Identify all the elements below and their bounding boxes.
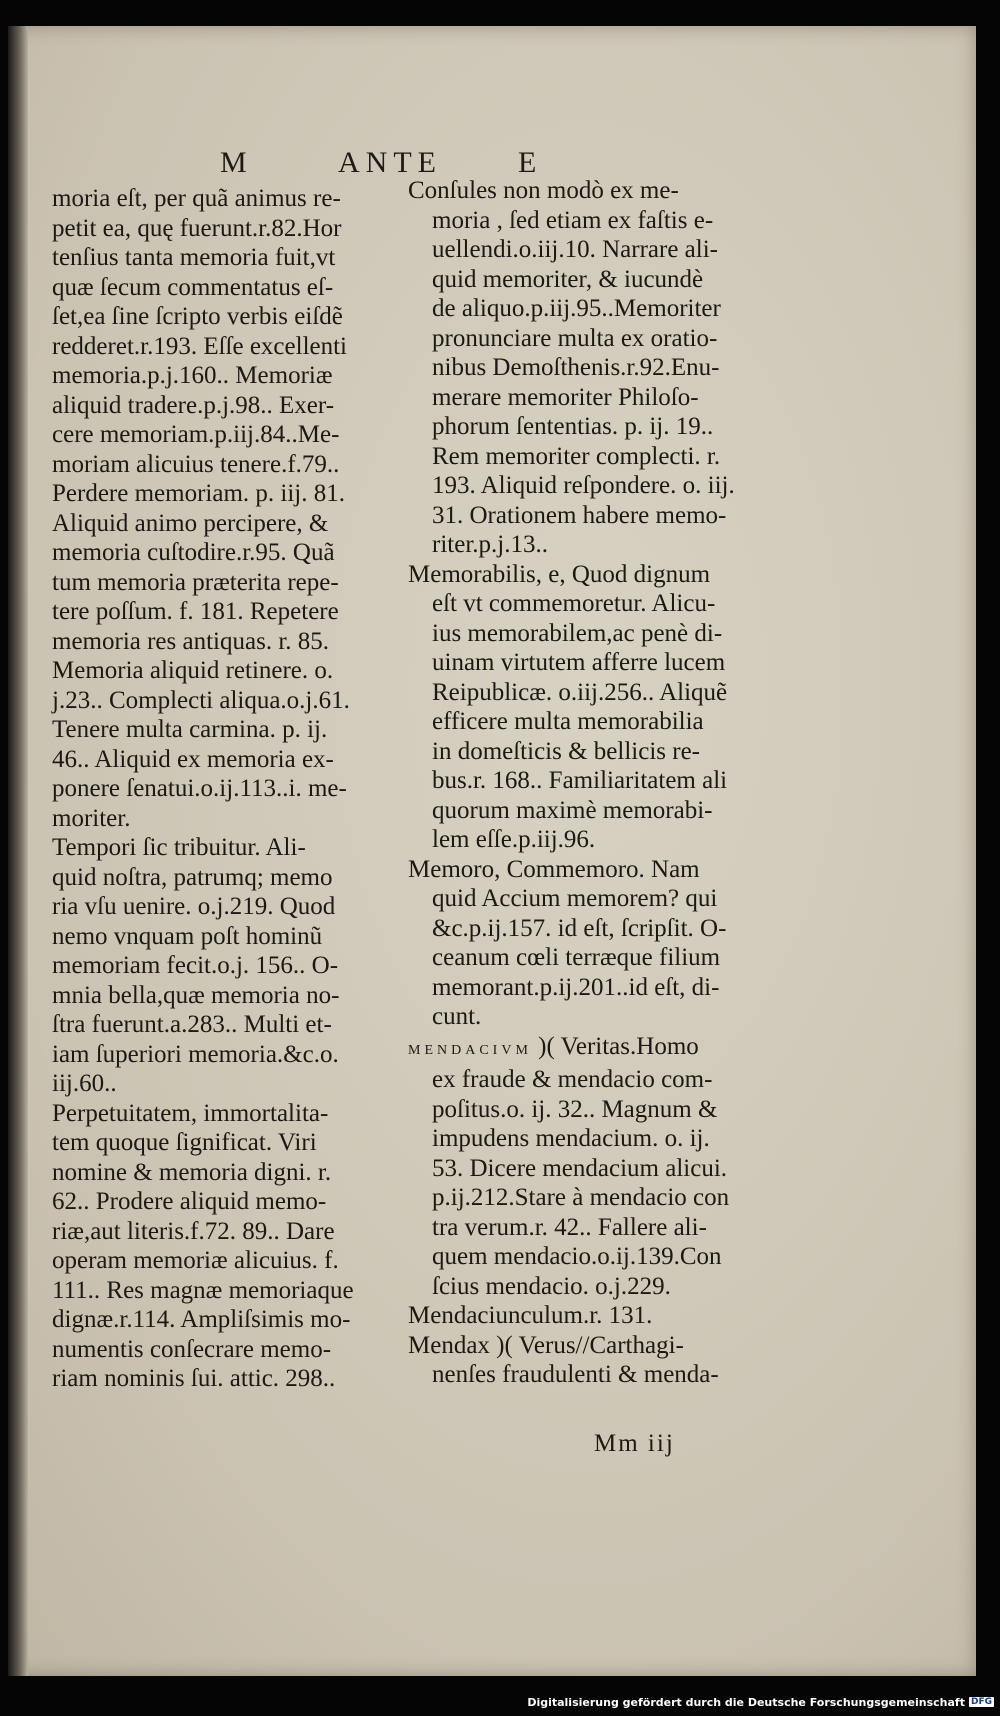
text-line: mnia bella,quæ memoria no- (52, 981, 340, 1009)
entry-headword-line: Mendaciunculum.r. 131. (408, 1302, 653, 1329)
text-line: quorum maximè memorabi- (432, 796, 713, 824)
text-line: Memoria aliquid retinere. o. (52, 657, 334, 684)
text-line: uellendi.o.iij.10. Narrare ali- (432, 236, 718, 263)
text-line: riam nominis ſui. attic. 298.. (52, 1365, 336, 1392)
text-line: memoria res antiquas. r. 85. (52, 627, 330, 655)
entry-headword-line: Memorabilis, e, Quod dignum (408, 560, 711, 588)
text-line: Tempori ſic tribuitur. Ali- (52, 834, 306, 861)
entry-headword-line: Mendax )( Verus//Carthagi- (408, 1331, 684, 1359)
text-line: tem quoque ſignificat. Viri (52, 1129, 317, 1156)
signature-mark: Mm iij (594, 1430, 675, 1457)
text-line: petit ea, quę fuerunt.r.82.Hor (52, 214, 342, 242)
text-line: Rem memoriter complecti. r. (432, 442, 721, 470)
text-line: Reipublicæ. o.iij.256.. Aliquẽ (432, 678, 728, 706)
text-line: 46.. Aliquid ex memoria ex- (52, 745, 334, 773)
text-line: ſet,ea ſine ſcripto verbis eiſdẽ (52, 303, 343, 330)
text-line: moria eſt, per quã animus re- (52, 185, 341, 212)
text-line: phorum ſententias. p. ij. 19.. (432, 413, 714, 440)
text-line: ex fraude & mendacio com- (432, 1066, 713, 1093)
text-line: 53. Dicere mendacium alicui. (432, 1154, 728, 1182)
text-line: quid noſtra, patrumq; memo (52, 863, 333, 891)
text-line: quæ ſecum commentatus eſ- (52, 273, 334, 301)
text-line: memoria.p.j.160.. Memoriæ (52, 362, 333, 389)
text-line: iam ſuperiori memoria.&c.o. (52, 1040, 339, 1068)
text-line: impudens mendacium. o. ij. (432, 1125, 710, 1152)
text-line: tere poſſum. f. 181. Repetere (52, 598, 339, 625)
running-head-right: E (518, 146, 543, 179)
text-line: memorant.p.ij.201..id eſt, di- (432, 973, 720, 1001)
text-line: quid Accium memorem? qui (432, 885, 718, 912)
text-line: ponere ſenatui.o.ij.113..i. me- (52, 775, 347, 802)
text-line: dignæ.r.114. Ampliſsimis mo- (52, 1306, 351, 1333)
book-spine (8, 26, 28, 1676)
text-line: merare memoriter Philoſo- (432, 383, 699, 411)
left-column (52, 184, 422, 1394)
text-line: iij.60.. (52, 1070, 117, 1097)
text-line: nemo vnquam poſt hominũ (52, 922, 323, 950)
text-line: quem mendacio.o.ij.139.Con (432, 1243, 722, 1270)
text-line: numentis conſecrare memo- (52, 1335, 332, 1363)
text-line: Perpetuitatem, immortalita- (52, 1099, 329, 1127)
text-line: redderet.r.193. Eſſe excellenti (52, 332, 348, 360)
text-line: riæ,aut literis.f.72. 89.. Dare (52, 1217, 335, 1245)
text-line: cere memoriam.p.iij.84..Me- (52, 421, 340, 448)
text-line: Tenere multa carmina. p. ij. (52, 716, 328, 743)
text-line: moriam alicuius tenere.f.79.. (52, 450, 340, 478)
text-line: Aliquid animo percipere, & (52, 509, 329, 537)
text-line: moriter. (52, 804, 131, 832)
entry-headword-line: Memoro, Commemoro. Nam (408, 855, 700, 883)
text-line: Conſules non modò ex me- (408, 177, 679, 204)
text-line: nenſes fraudulenti & menda- (432, 1361, 719, 1388)
text-line: ius memorabilem,ac penè di- (432, 619, 723, 647)
text-line: j.23.. Complecti aliqua.o.j.61. (52, 686, 350, 714)
text-line: ria vſu uenire. o.j.219. Quod (52, 893, 336, 920)
headword-gloss: )( Veritas.Homo (538, 1032, 699, 1060)
digitization-footer (527, 1694, 994, 1710)
text-line: 193. Aliquid reſpondere. o. iij. (432, 472, 735, 499)
text-line: tenſius tanta memoria fuit,vt (52, 244, 336, 271)
text-line: &c.p.ij.157. id eſt, ſcripſit. O- (432, 914, 727, 942)
text-line: tra verum.r. 42.. Fallere ali- (432, 1213, 707, 1241)
right-column (408, 176, 788, 1390)
entry-headword-line (408, 1032, 788, 1066)
text-line: in domeſticis & bellicis re- (432, 737, 700, 765)
footer-text: Digitalisierung gefördert durch die Deutsche Forschungsgemeinschaft (527, 1695, 965, 1709)
text-line: operam memoriæ alicuius. f. (52, 1247, 339, 1274)
text-line: ceanum cœli terræque filium (432, 944, 721, 971)
text-line: poſitus.o. ij. 32.. Magnum & (432, 1095, 718, 1123)
text-line: efficere multa memorabilia (432, 708, 704, 735)
text-line: Perdere memoriam. p. iij. 81. (52, 480, 345, 507)
book-page (8, 26, 976, 1676)
text-line: pronunciare multa ex oratio- (432, 324, 718, 352)
text-line: eſt vt commemoretur. Alicu- (432, 590, 716, 617)
dfg-logo-icon: DFG (970, 1697, 992, 1707)
running-head-center: ANTE (338, 146, 442, 179)
text-line: aliquid tradere.p.j.98.. Exer- (52, 391, 335, 419)
text-line: quid memoriter, & iucundè (432, 265, 704, 293)
text-line: uinam virtutem afferre lucem (432, 649, 726, 676)
text-line: 111.. Res magnæ memoriaque (52, 1276, 354, 1304)
text-line: p.ij.212.Stare à mendacio con (432, 1184, 730, 1211)
text-line: riter.p.j.13.. (432, 531, 548, 558)
text-line: 31. Orationem habere memo- (432, 501, 727, 529)
headword-caps: MENDACIVM (408, 1042, 532, 1058)
text-line: tum memoria præterita repe- (52, 568, 339, 596)
text-line: nibus Demoſthenis.r.92.Enu- (432, 354, 720, 381)
text-line: moria , ſed etiam ex faſtis e- (432, 206, 714, 234)
text-line: 62.. Prodere aliquid memo- (52, 1188, 327, 1215)
text-line: bus.r. 168.. Familiaritatem ali (432, 767, 728, 794)
text-line: ſcius mendacio. o.j.229. (432, 1272, 671, 1300)
text-line: cunt. (432, 1003, 482, 1030)
text-line: memoria cuſtodire.r.95. Quã (52, 539, 335, 566)
text-line: ſtra fuerunt.a.283.. Multi et- (52, 1011, 332, 1038)
text-line: de aliquo.p.iij.95..Memoriter (432, 295, 721, 322)
text-line: nomine & memoria digni. r. (52, 1158, 332, 1186)
text-line: lem eſſe.p.iij.96. (432, 826, 596, 853)
text-line: memoriam fecit.o.j. 156.. O- (52, 952, 339, 979)
running-head-left: M (220, 146, 253, 179)
